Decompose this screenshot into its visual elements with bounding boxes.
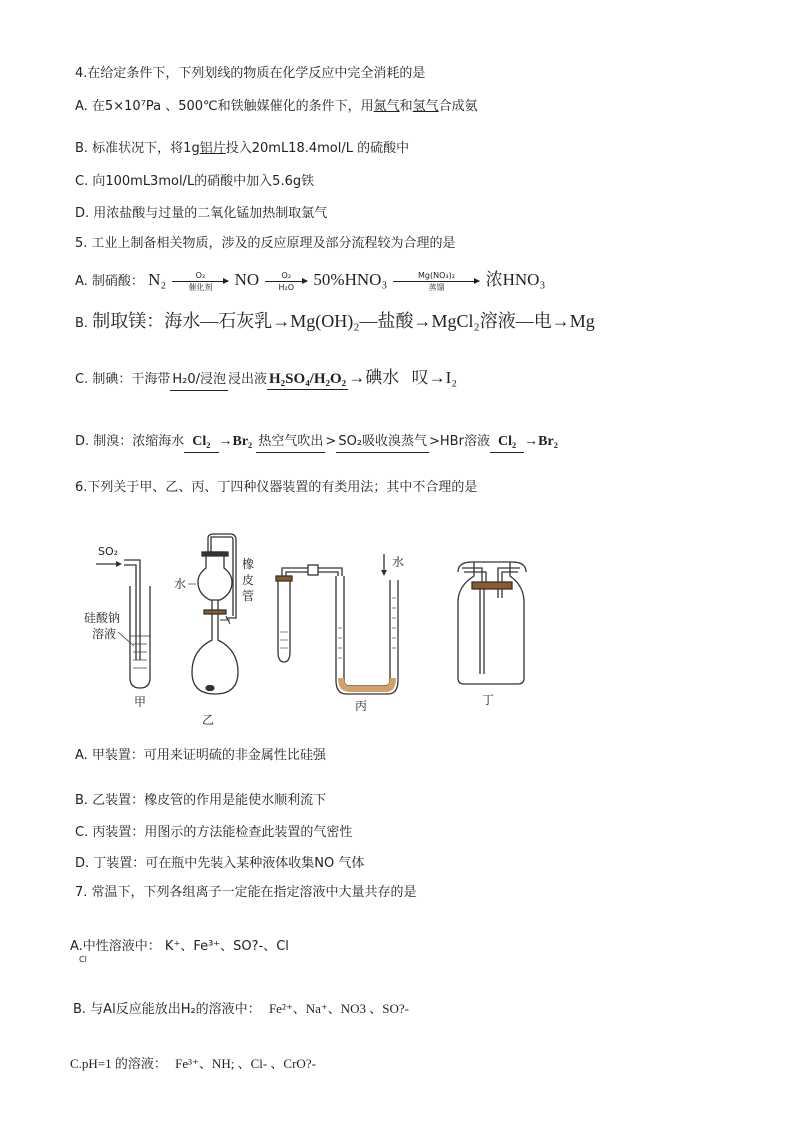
q7-a-label: A. (70, 939, 83, 954)
label-rubber-2: 皮 (242, 573, 255, 587)
q5-option-a (75, 270, 545, 293)
q5-c-p3: →碘水 (348, 368, 400, 387)
q5-a-arrow-3 (393, 271, 479, 292)
q7-a-subscript: Cl (79, 955, 87, 964)
q4-option-c: C. 向100mL3mol/L的硝酸中加入5.6g铁 (75, 174, 315, 189)
label-rubber-1: 橡 (242, 557, 255, 571)
arrow-1-bottom: 催化剂 (188, 283, 213, 292)
label-water: 水 (174, 577, 187, 591)
q5-option-d (75, 432, 558, 453)
apparatus-ding (458, 562, 526, 707)
q5-d-arrow-3: SO₂吸收溴蒸气 (336, 432, 429, 453)
q5-d-arrow-4: Cl₂ (490, 432, 524, 453)
q4-option-b (75, 141, 409, 157)
q5-d-p4: >HBr溶液 (429, 434, 490, 449)
q4-a-underlined-1: 氮气 (373, 99, 400, 114)
label-jia: 甲 (134, 695, 147, 709)
q5-c-p1: 干海带 (131, 372, 171, 387)
label-yi: 乙 (202, 713, 215, 727)
q5-d-arrow-1: Cl₂ (184, 432, 218, 453)
q7-stem: 7. 常温下，下列各组离子一定能在指定溶液中大量共存的是 (75, 885, 417, 900)
label-silicate-1: 硅酸钠 (84, 611, 121, 625)
apparatus-bing (276, 554, 404, 713)
q4-a-mid: 和 (399, 99, 413, 114)
q4-b-post: 投入20mL18.4mol/L 的硫酸中 (225, 141, 410, 156)
q5-c-p4: 叹→I₂ (411, 368, 458, 387)
q7-option-a (70, 939, 289, 955)
q5-b-text: 制取镁：海水—石灰乳→Mg(OH)₂—盐酸→MgCl₂溶液—电→Mg (92, 311, 595, 331)
label-bing: 丙 (355, 699, 368, 713)
q4-b-underlined: 铝片 (199, 141, 226, 156)
arrow-2-top: O₂ (281, 271, 292, 280)
q5-d-p2: →Br₂ (218, 434, 253, 449)
q4-a-pre: A. 在5×10⁷Pa 、500℃和铁触媒催化的条件下，用 (75, 99, 374, 114)
q4-stem: 4.在给定条件下，下列划线的物质在化学反应中完全消耗的是 (75, 66, 426, 81)
q5-d-p5: →Br₂ (524, 434, 558, 449)
q5-b-label: B. (75, 316, 89, 331)
apparatus-figure (80, 528, 540, 738)
label-rubber-3: 管 (242, 589, 255, 603)
arrow-1-top: O₂ (195, 271, 206, 280)
q5-d-p1: 浓缩海水 (132, 434, 185, 449)
label-silicate-2: 溶液 (92, 627, 117, 641)
q5-d-label: D. 制溴： (75, 434, 133, 449)
q4-a-underlined-2: 氢气 (412, 99, 439, 114)
q5-c-arrow-1: H₂0/浸泡 (170, 370, 228, 391)
q5-a-arrow-2 (265, 271, 307, 292)
arrow-2-bottom: H₂O (278, 283, 295, 292)
q5-option-c (75, 368, 457, 391)
q7-b-pre: B. 与Al反应能放出H₂的溶液中： (73, 1002, 261, 1017)
q5-a-no: NO (234, 270, 260, 289)
apparatus-jia (84, 545, 150, 709)
q5-a-label: A. 制硝酸： (75, 274, 144, 289)
q4-option-a (75, 99, 478, 115)
q7-option-b (73, 1001, 409, 1018)
q6-option-c: C. 丙装置：用图示的方法能检查此装置的气密性 (75, 825, 353, 840)
q7-b-ions: Fe²⁺、Na⁺、NO3 、SO?- (268, 1001, 409, 1016)
q5-d-arrow-2: 热空气吹出 (256, 432, 325, 453)
q7-c-ions: Fe³⁺、NH; 、Cl- 、CrO?- (175, 1056, 316, 1071)
q6-option-b: B. 乙装置：橡皮管的作用是能使水顺利流下 (75, 793, 327, 808)
q5-a-conc: 浓HNO₃ (485, 270, 546, 289)
q5-stem: 5. 工业上制备相关物质，涉及的反应原理及部分流程较为合理的是 (75, 236, 456, 251)
label-so2: SO₂ (98, 545, 119, 558)
q4-option-d: D. 用浓盐酸与过量的二氧化锰加热制取氯气 (75, 206, 328, 221)
apparatus-yi (174, 534, 254, 727)
label-water-2: 水 (392, 555, 405, 569)
q5-c-p2: 浸出液 (228, 372, 268, 387)
q5-option-b (75, 310, 595, 335)
q5-a-hno3: 50%HNO₃ (313, 270, 388, 289)
q4-a-post: 合成氨 (438, 99, 478, 114)
arrow-3-top: Mg(NO₃)₂ (418, 271, 455, 280)
q5-a-n2: N₂ (148, 270, 167, 289)
q7-a-text: 中性溶液中： K⁺、Fe³⁺、SO?-、Cl (82, 939, 289, 954)
q5-a-arrow-1 (172, 271, 228, 292)
q6-option-d: D. 丁装置：可在瓶中先装入某种液体收集NO 气体 (75, 856, 365, 871)
q6-option-a: A. 甲装置：可用来证明硫的非金属性比硅强 (75, 748, 326, 763)
q5-c-arrow-2: H₂SO₄/H₂O₂ (267, 369, 348, 390)
q7-c-pre: C.pH=1 的溶液： (70, 1056, 167, 1071)
label-ding: 丁 (482, 693, 495, 707)
q4-b-pre: B. 标准状况下，将1g (75, 141, 200, 156)
arrow-3-bottom: 蒸馏 (428, 283, 445, 292)
q5-c-label: C. 制碘： (75, 372, 132, 387)
q5-d-p3: > (325, 434, 337, 449)
q7-option-c (70, 1056, 316, 1073)
q6-stem: 6.下列关于甲、乙、丙、丁四种仪器装置的有类用法；其中不合理的是 (75, 480, 478, 495)
